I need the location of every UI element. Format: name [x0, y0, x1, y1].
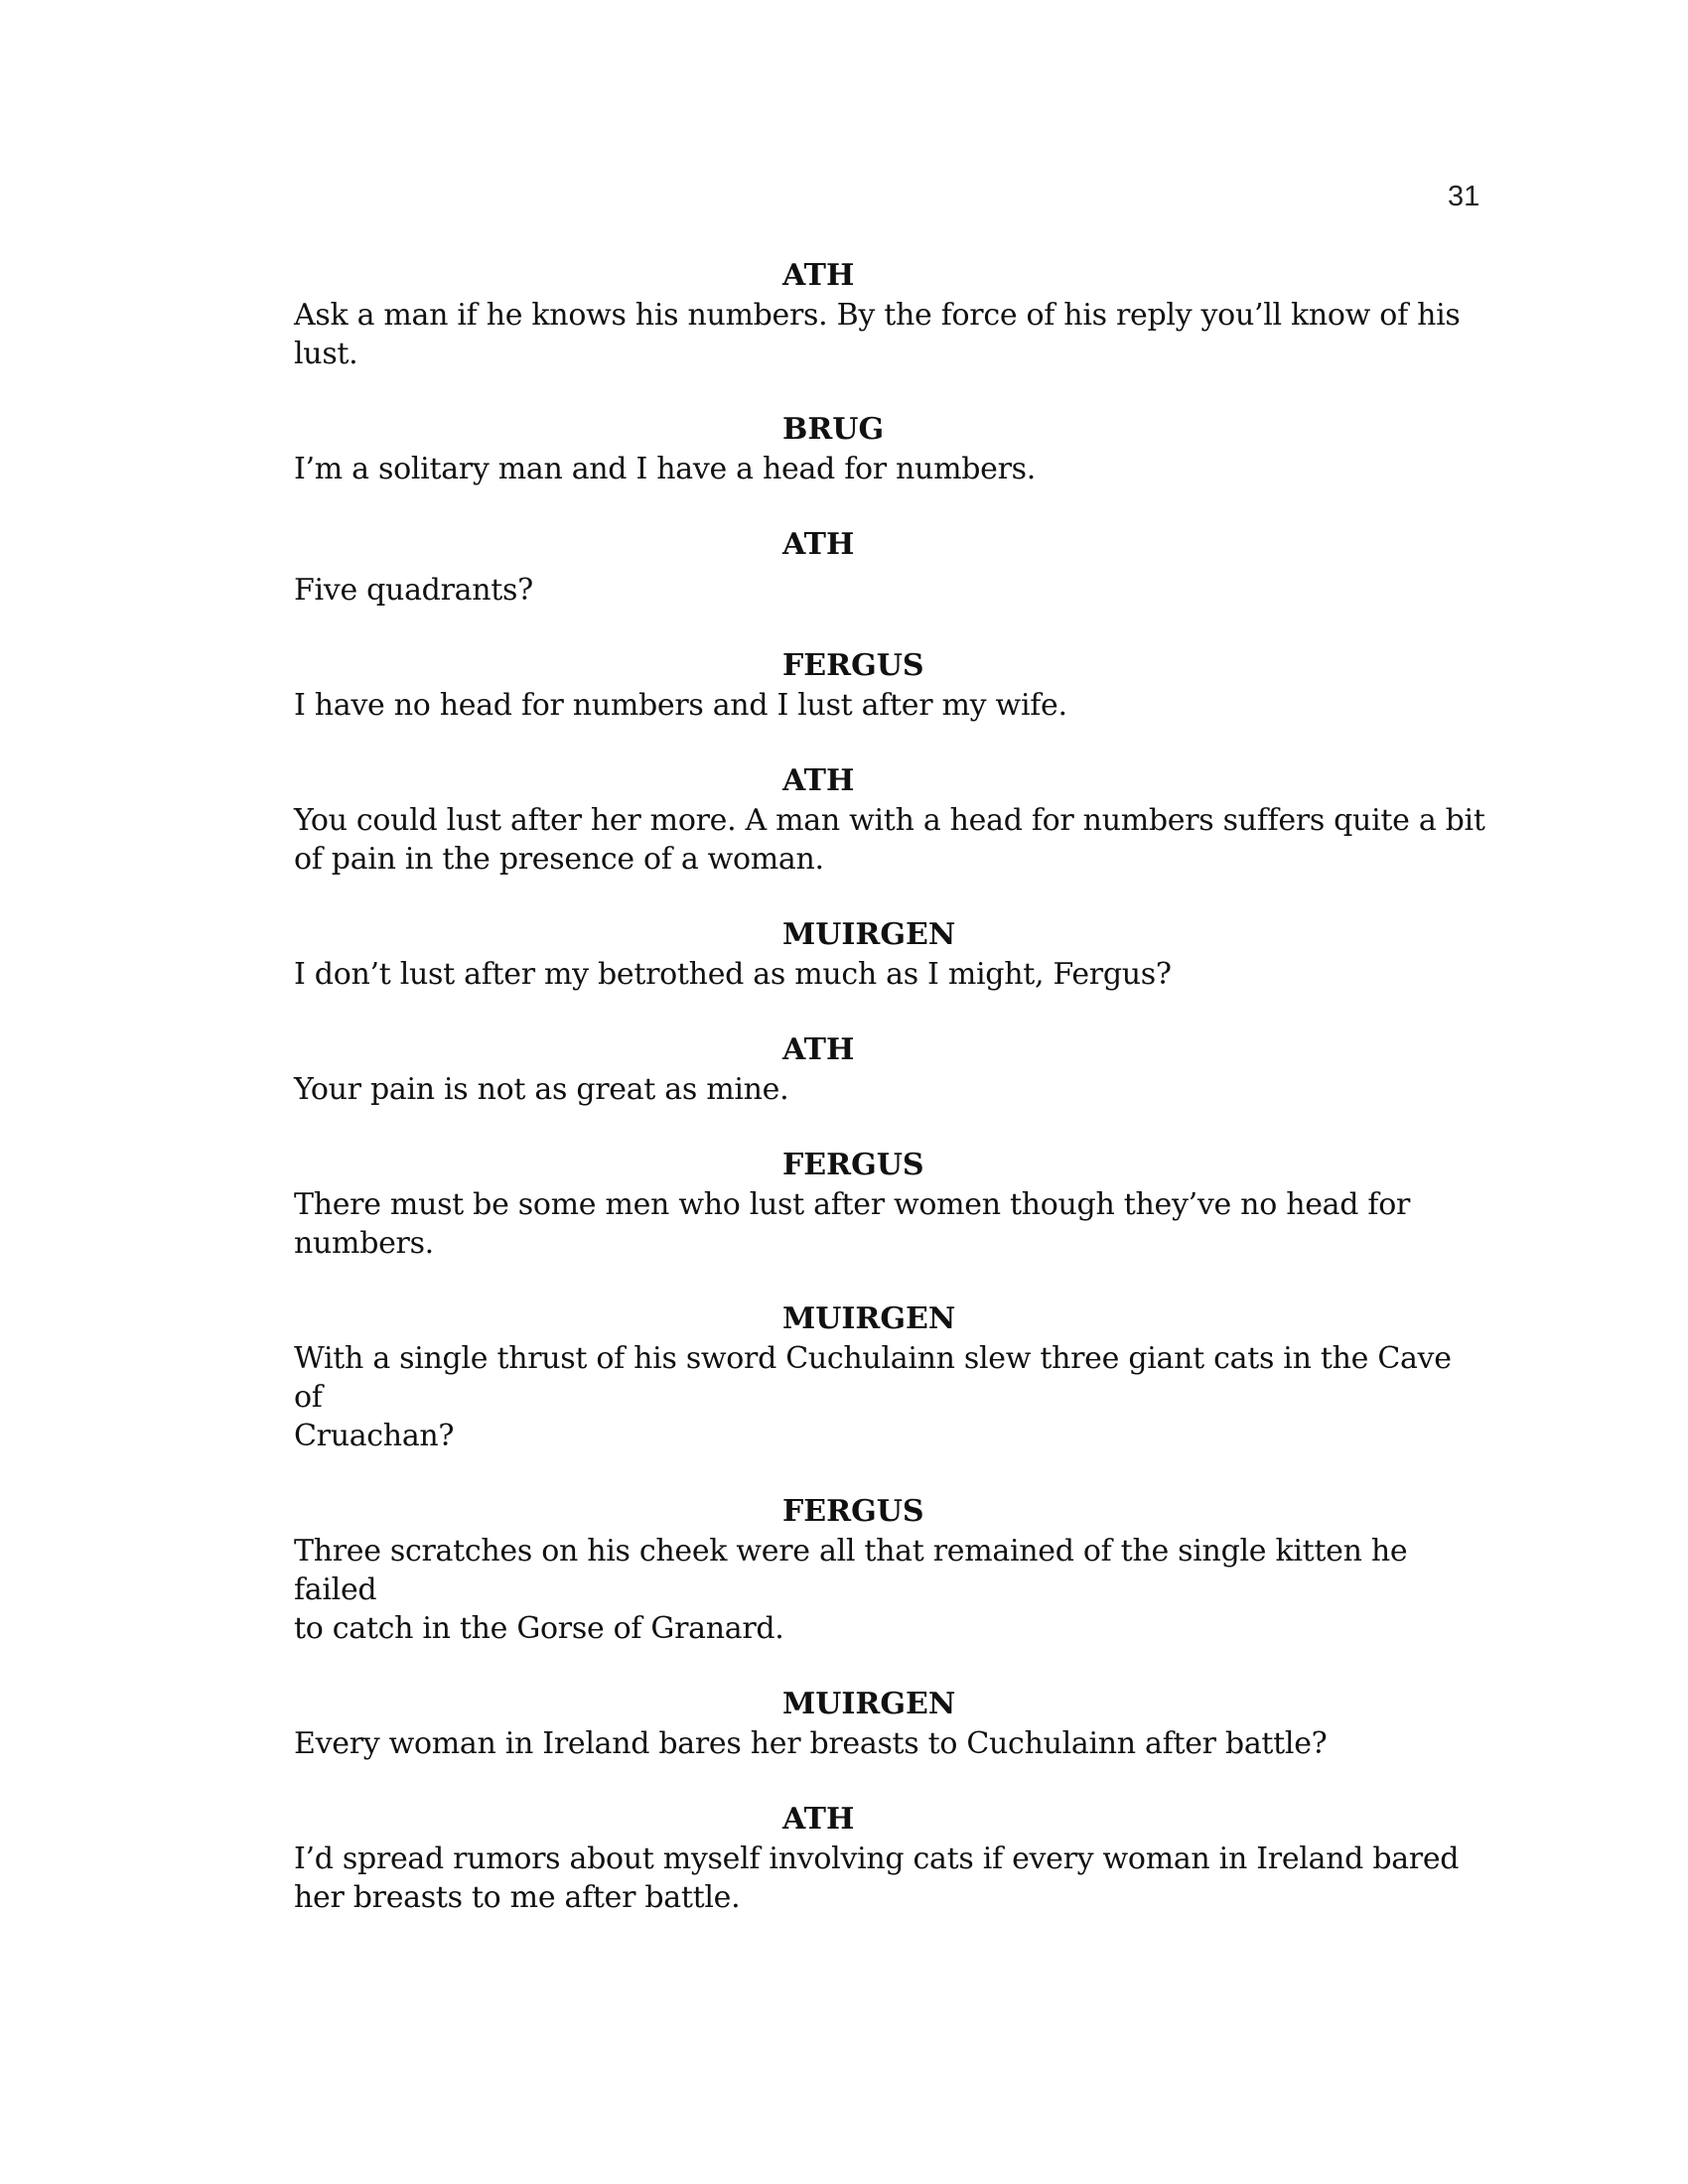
dialogue-line: I’m a solitary man and I have a head for numbers.: [294, 452, 1036, 486]
dialogue-block: [294, 1685, 1485, 1763]
dialogue-line: to catch in the Gorse of Granard.: [294, 1611, 784, 1646]
page-number: 31: [1448, 181, 1480, 212]
dialogue-line: I don’t lust after my betrothed as much as I might, Fergus?: [294, 957, 1172, 992]
dialogue-block: [294, 1800, 1485, 1917]
dialogue-line: lust.: [294, 337, 358, 371]
speaker-name: MUIRGEN: [782, 1687, 956, 1721]
dialogue-block: [294, 1146, 1485, 1263]
dialogue-block: [294, 1030, 1485, 1109]
dialogue-line: There must be some men who lust after women though they’ve no head for: [294, 1187, 1410, 1222]
dialogue-line: Three scratches on his cheek were all that remained of the single kitten he failed: [294, 1534, 1417, 1607]
dialogue-block: [294, 256, 1485, 373]
speaker-name: ATH: [782, 527, 855, 562]
speaker-name: MUIRGEN: [782, 917, 956, 952]
dialogue-block: [294, 410, 1485, 488]
dialogue-line: I have no head for numbers and I lust after my wife.: [294, 688, 1067, 723]
dialogue-line: Every woman in Ireland bares her breasts to Cuchulainn after battle?: [294, 1726, 1328, 1761]
speaker-name: FERGUS: [782, 1148, 924, 1182]
dialogue-block: [294, 915, 1485, 994]
dialogue-block: [294, 646, 1485, 725]
dialogue-line: I’d spread rumors about myself involving cats if every woman in Ireland bared: [294, 1842, 1460, 1876]
dialogue-block: [294, 525, 1485, 610]
dialogue-line: With a single thrust of his sword Cuchulainn slew three giant cats in the Cave of: [294, 1341, 1461, 1415]
dialogue-line: of pain in the presence of a woman.: [294, 842, 824, 877]
speaker-name: ATH: [782, 258, 855, 293]
speaker-name: ATH: [782, 1032, 855, 1067]
speaker-name: BRUG: [782, 412, 885, 447]
speaker-name: FERGUS: [782, 648, 924, 683]
speaker-name: FERGUS: [782, 1494, 924, 1529]
dialogue-block: [294, 761, 1485, 879]
speaker-name: MUIRGEN: [782, 1301, 956, 1336]
dialogue-block: [294, 1492, 1485, 1648]
dialogue-line: You could lust after her more. A man with a head for numbers suffers quite a bit: [294, 803, 1485, 838]
dialogue-line: Cruachan?: [294, 1419, 455, 1453]
speaker-name: ATH: [782, 763, 855, 798]
script-body: [294, 256, 1485, 1954]
dialogue-block: [294, 1299, 1485, 1455]
dialogue-line: her breasts to me after battle.: [294, 1880, 741, 1915]
dialogue-line: Your pain is not as great as mine.: [294, 1072, 789, 1107]
dialogue-line: Ask a man if he knows his numbers. By the force of his reply you’ll know of his: [294, 298, 1461, 333]
speaker-name: ATH: [782, 1802, 855, 1837]
dialogue-line: Five quadrants?: [294, 573, 533, 608]
dialogue-line: numbers.: [294, 1226, 434, 1261]
